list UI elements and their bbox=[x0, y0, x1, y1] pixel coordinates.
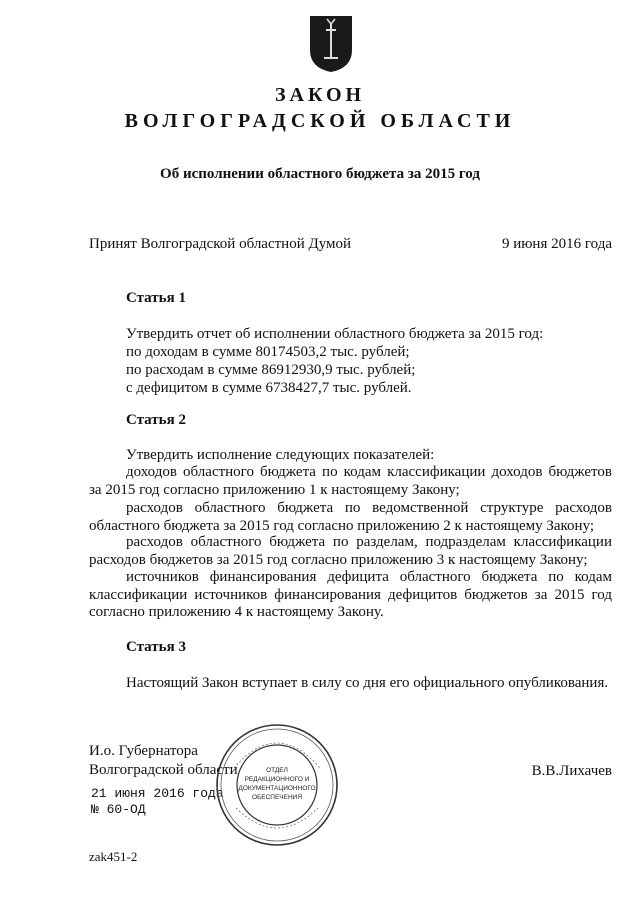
adoption-date: 9 июня 2016 года bbox=[501, 236, 612, 252]
signatory-region: Волгоградской области bbox=[89, 762, 238, 778]
law-number: № 60-ОД bbox=[91, 802, 146, 817]
article-1-line: с дефицитом в сумме 6738427,7 тыс. рублей. bbox=[126, 380, 412, 396]
official-stamp-icon bbox=[212, 720, 342, 850]
article-1-line: по доходам в сумме 80174503,2 тыс. рублей; bbox=[126, 344, 410, 360]
article-3-heading: Статья 3 bbox=[126, 639, 186, 655]
law-subtitle: Об исполнении областного бюджета за 2015 год bbox=[160, 166, 480, 182]
svg-text:ОБЕСПЕЧЕНИЯ: ОБЕСПЕЧЕНИЯ bbox=[251, 794, 303, 801]
article-2-heading: Статья 2 bbox=[126, 412, 186, 428]
signatory-title: И.о. Губернатора bbox=[89, 743, 198, 759]
article-1-line: Утвердить отчет об исполнении областного бюджета за 2015 год: bbox=[126, 326, 544, 342]
document-code: zak451-2 bbox=[89, 849, 138, 864]
article-3-text: Настоящий Закон вступает в силу со дня его официального опубликования. bbox=[126, 675, 609, 691]
svg-text:ОТДЕЛ: ОТДЕЛ bbox=[266, 767, 288, 774]
article-2-intro: Утвердить исполнение следующих показателей: bbox=[126, 447, 435, 463]
coat-of-arms-icon bbox=[308, 14, 354, 74]
signing-date: 21 июня 2016 года bbox=[91, 786, 224, 801]
article-1-line: по расходам в сумме 86912930,9 тыс. рублей; bbox=[126, 362, 416, 378]
law-title: ЗАКОН bbox=[274, 84, 366, 106]
article-2-item: источников финансирования дефицита областного бюджета по кодам классификации источников финансирования дефицитов бюджетов за 2015 год согласно приложению 4 к настоящему Закону. bbox=[89, 569, 612, 620]
svg-text:РЕДАКЦИОННОГО И: РЕДАКЦИОННОГО И bbox=[244, 776, 310, 783]
article-2-item: расходов областного бюджета по ведомственной структуре расходов областного бюджета за 2015 год согласно приложению 2 к настоящему Закону; bbox=[89, 500, 612, 534]
adoption-text: Принят Волгоградской областной Думой bbox=[89, 236, 352, 252]
article-2-item: расходов областного бюджета по разделам, подразделам классификации расходов бюджетов за 2015 год согласно приложению 3 к настоящему Закону; bbox=[89, 534, 612, 568]
article-2-item: доходов областного бюджета по кодам классификации доходов бюджетов за 2015 год согласно приложению 1 к настоящему Закону; bbox=[89, 464, 612, 498]
svg-text:ДОКУМЕНТАЦИОННОГО: ДОКУМЕНТАЦИОННОГО bbox=[238, 785, 316, 792]
article-1-heading: Статья 1 bbox=[126, 290, 186, 306]
region-title: ВОЛГОГРАДСКОЙ ОБЛАСТИ bbox=[124, 110, 516, 132]
signatory-name: В.В.Лихачев bbox=[531, 763, 612, 779]
